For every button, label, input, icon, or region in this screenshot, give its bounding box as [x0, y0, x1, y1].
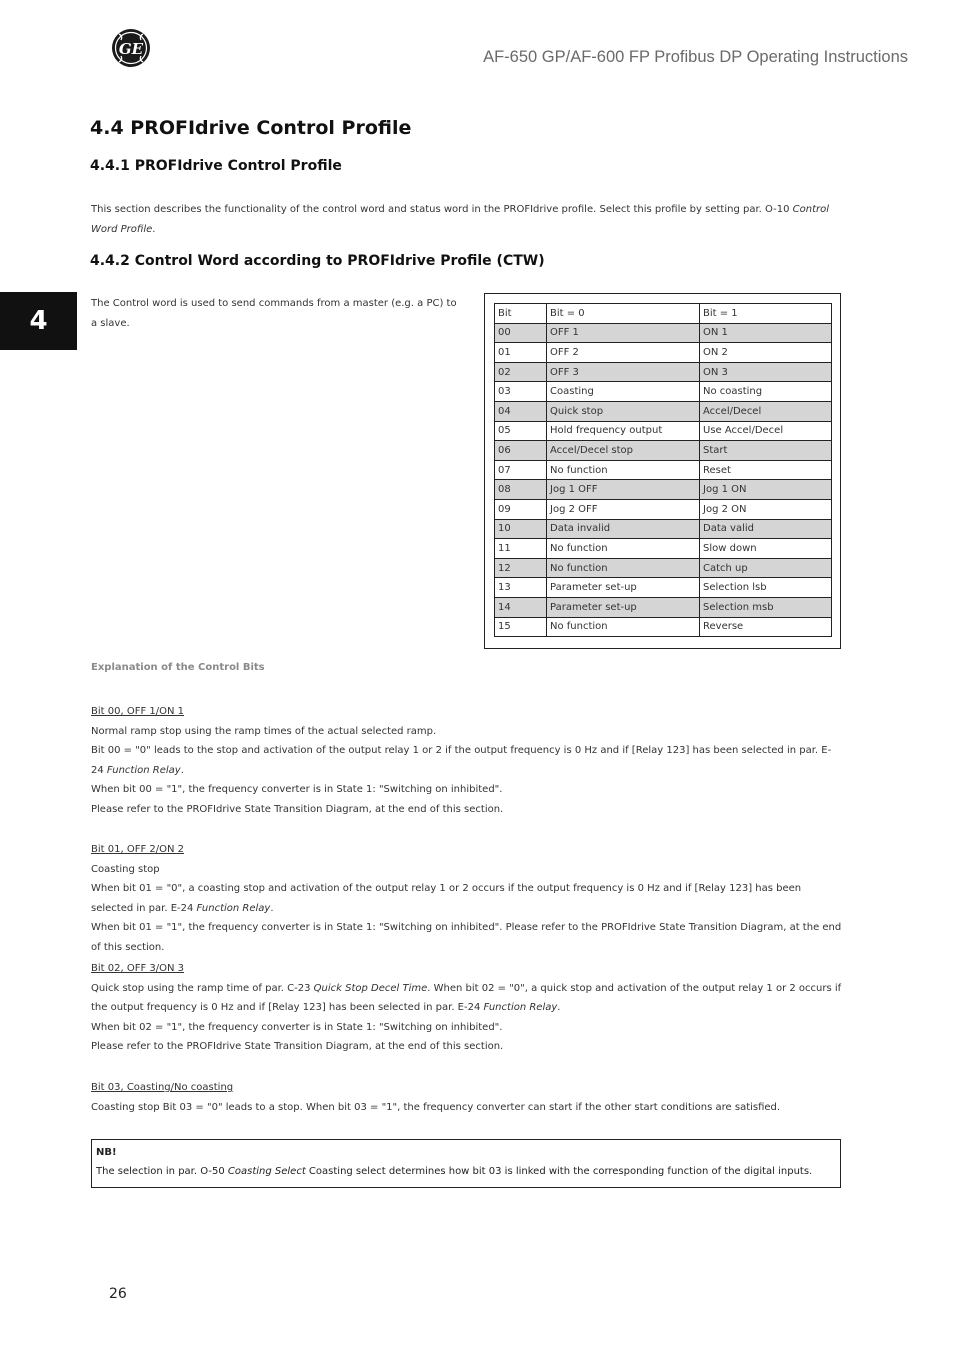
bit-02-title: Bit 02, OFF 3/ON 3	[91, 963, 184, 974]
section-heading: 4.4 PROFIdrive Control Profile	[90, 117, 412, 139]
table-cell: Jog 1 ON	[700, 480, 832, 500]
bit-02-line: When bit 02 = "1", the frequency converter is in State 1: "Switching on inhibited".	[91, 1021, 503, 1033]
bit-00-title: Bit 00, OFF 1/ON 1	[91, 706, 184, 717]
table-cell: Selection lsb	[700, 578, 832, 598]
bit-01-line: When bit 01 = "1", the frequency converter is in State 1: "Switching on inhibited". Please refer to the PROFIdrive State Transition Diagram, at the end of this section.	[91, 922, 842, 953]
bit-00-line: Normal ramp stop using the ramp times of the actual selected ramp.	[91, 725, 437, 737]
page-number: 26	[109, 1286, 127, 1302]
table-cell: 14	[495, 597, 547, 617]
table-cell: No function	[547, 460, 700, 480]
table-cell: OFF 3	[547, 362, 700, 382]
table-cell: Reverse	[700, 617, 832, 637]
table-cell: ON 1	[700, 323, 832, 343]
table-cell: Data valid	[700, 519, 832, 539]
bit-02-block	[91, 959, 843, 1057]
table-cell: Accel/Decel stop	[547, 441, 700, 461]
table-cell: Jog 1 OFF	[547, 480, 700, 500]
table-cell: ON 2	[700, 343, 832, 363]
table-cell: Parameter set-up	[547, 578, 700, 598]
bit-03-title: Bit 03, Coasting/No coasting	[91, 1082, 234, 1093]
header-cell: Bit	[495, 304, 547, 324]
bit-03-line: Coasting stop Bit 03 = "0" leads to a stop. When bit 03 = "1", the frequency converter can start if the other start conditions are satisfied.	[91, 1101, 781, 1113]
table-cell: 03	[495, 382, 547, 402]
table-row	[495, 578, 832, 598]
table-cell: Coasting	[547, 382, 700, 402]
bit-01-line: Coasting stop	[91, 863, 160, 875]
table-cell: Quick stop	[547, 401, 700, 421]
table-row	[495, 460, 832, 480]
table-cell: Start	[700, 441, 832, 461]
table-cell: 12	[495, 558, 547, 578]
bit-01-title: Bit 01, OFF 2/ON 2	[91, 844, 184, 855]
table-cell: 08	[495, 480, 547, 500]
note-box	[91, 1139, 841, 1188]
table-row	[495, 343, 832, 363]
table-cell: 09	[495, 499, 547, 519]
bit-00-line: When bit 00 = "1", the frequency converter is in State 1: "Switching on inhibited".	[91, 784, 503, 795]
table-cell: Catch up	[700, 558, 832, 578]
control-bits-table	[494, 303, 832, 637]
table-cell: Use Accel/Decel	[700, 421, 832, 441]
table-row	[495, 617, 832, 637]
table-cell: Accel/Decel	[700, 401, 832, 421]
table-cell: 06	[495, 441, 547, 461]
table-cell: Reset	[700, 460, 832, 480]
bit-02-line: Please refer to the PROFIdrive State Transition Diagram, at the end of this section.	[91, 1041, 504, 1052]
table-cell: 11	[495, 539, 547, 559]
table-cell: 05	[495, 421, 547, 441]
table-cell: 01	[495, 343, 547, 363]
bit-03-block	[91, 1078, 843, 1117]
chapter-tab: 4	[0, 292, 77, 350]
table-row	[495, 362, 832, 382]
table-row	[495, 519, 832, 539]
table-header-row	[495, 304, 832, 324]
table-row	[495, 441, 832, 461]
table-cell: Data invalid	[547, 519, 700, 539]
table-cell: Jog 2 ON	[700, 499, 832, 519]
bit-01-block	[91, 840, 843, 957]
table-cell: Slow down	[700, 539, 832, 559]
subsection-heading-4-4-1: 4.4.1 PROFIdrive Control Profile	[90, 158, 342, 174]
table-cell: OFF 1	[547, 323, 700, 343]
table-cell: 15	[495, 617, 547, 637]
table-cell: ON 3	[700, 362, 832, 382]
table-row	[495, 401, 832, 421]
table-cell: Selection msb	[700, 597, 832, 617]
table-cell: 00	[495, 323, 547, 343]
table-cell: Jog 2 OFF	[547, 499, 700, 519]
bit-00-block	[91, 702, 843, 819]
bit-00-line: Bit 00 = "0" leads to the stop and activation of the output relay 1 or 2 if the output frequency is 0 Hz and if [Relay 123] has been selected in par. E-24 Function Relay.	[91, 745, 832, 776]
explanation-heading: Explanation of the Control Bits	[91, 662, 265, 673]
table-row	[495, 382, 832, 402]
table-row	[495, 597, 832, 617]
header-cell: Bit = 0	[547, 304, 700, 324]
table-cell: 07	[495, 460, 547, 480]
bit-00-line: Please refer to the PROFIdrive State Transition Diagram, at the end of this section.	[91, 803, 504, 815]
bit-01-line: When bit 01 = "0", a coasting stop and activation of the output relay 1 or 2 occurs if the output frequency is 0 Hz and if [Relay 123] has been selected in par. E-24 Function Relay.	[91, 883, 802, 914]
header-cell: Bit = 1	[700, 304, 832, 324]
table-cell: Hold frequency output	[547, 421, 700, 441]
document-title: AF-650 GP/AF-600 FP Profibus DP Operating Instructions	[483, 48, 908, 66]
table-cell: No function	[547, 539, 700, 559]
note-text: The selection in par. O-50 Coasting Select Coasting select determines how bit 03 is linked with the corresponding function of the digital inputs.	[96, 1166, 813, 1177]
table-row	[495, 323, 832, 343]
intro-paragraph: This section describes the functionality of the control word and status word in the PROFIdrive profile. Select this profile by setting par. O-10 Control Word Profile.	[91, 204, 830, 235]
note-label: NB!	[96, 1147, 117, 1158]
table-cell: 13	[495, 578, 547, 598]
table-row	[495, 421, 832, 441]
ge-logo	[111, 28, 151, 68]
control-word-paragraph: The Control word is used to send commands from a master (e.g. a PC) to a slave.	[91, 298, 457, 329]
table-cell: 10	[495, 519, 547, 539]
subsection-heading-4-4-2: 4.4.2 Control Word according to PROFIdrive Profile (CTW)	[90, 253, 545, 269]
ge-logo-text: GE	[118, 40, 144, 58]
table-row	[495, 558, 832, 578]
table-cell: No function	[547, 617, 700, 637]
bit-02-line: Quick stop using the ramp time of par. C-23 Quick Stop Decel Time. When bit 02 = "0", a quick stop and activation of the output relay 1 or 2 occurs if the output frequency is 0 Hz and if [Relay 123] has been selected in par. E-24 Function Relay.	[91, 982, 842, 1013]
table-cell: OFF 2	[547, 343, 700, 363]
table-cell: No coasting	[700, 382, 832, 402]
table-cell: No function	[547, 558, 700, 578]
table-cell: 04	[495, 401, 547, 421]
table-cell: 02	[495, 362, 547, 382]
table-row	[495, 539, 832, 559]
table-row	[495, 499, 832, 519]
table-cell: Parameter set-up	[547, 597, 700, 617]
table-row	[495, 480, 832, 500]
